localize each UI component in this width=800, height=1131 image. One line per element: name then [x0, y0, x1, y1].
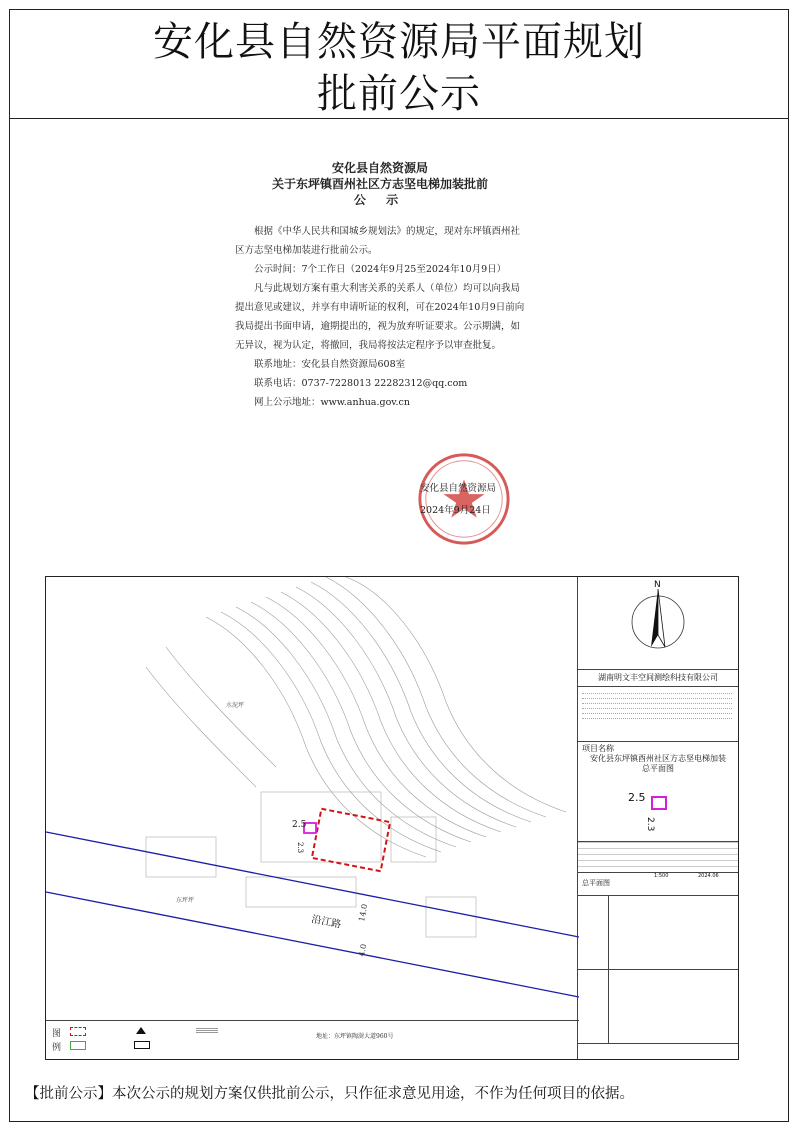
notice-signer: 安化县自然资源局 [420, 483, 497, 494]
place-label-1: 水泥坪 [226, 702, 245, 709]
notice-body [235, 222, 525, 412]
road-edge-south [46, 892, 579, 997]
legend-hatch-symbol [196, 1027, 218, 1033]
indicator-table [578, 841, 738, 873]
drawing-info [578, 873, 738, 896]
legend-label: 图例 [52, 1029, 62, 1053]
page-title-line1: 安化县自然资源局平面规划 [153, 19, 645, 65]
page-title-line2: 批前公示 [317, 71, 481, 117]
notice-org: 安化县自然资源局 [331, 161, 428, 175]
legend-green-symbol [70, 1041, 86, 1050]
drawing-name: 总平面图 [642, 764, 674, 773]
drawing-notes [582, 689, 732, 719]
drawing-year: 2024.06 [698, 873, 719, 879]
project-label: 项目名称 [582, 744, 614, 753]
notice-paragraph-3: 凡与此规划方案有重大利害关系的关系人（单位）均可以向我局提出意见或建议，并享有申请听证的权利，可在2024年10月9日前向我局提出书面申请，逾期提出的，视为放弃听证要求。公示期满，如无异议，视为认定，将撤回，我局将按法定程序予以审查批复。 [235, 283, 525, 351]
elevator-dim-depth: 2.3 [296, 842, 304, 854]
legend-red-symbol [70, 1027, 86, 1036]
drawing-title: 总平面图 [582, 879, 610, 887]
plan-legend [46, 1020, 579, 1059]
detail-dim-depth: 2.3 [645, 817, 655, 832]
notice-date: 2024年9月24日 [420, 505, 491, 516]
site-plan-drawing [45, 576, 739, 1060]
approval-area [578, 895, 738, 1044]
detail-dim-width: 2.5 [628, 791, 646, 804]
title-box [10, 10, 788, 119]
notice-subject: 关于东坪镇酉州社区方志坚电梯加装批前 [271, 177, 488, 191]
svg-text:N: N [654, 580, 661, 590]
company-name: 湖南明文丰空间测绘科技有限公司 [578, 669, 738, 687]
notice-paragraph-2: 公示时间：7个工作日（2024年9月25至2024年10月9日） [254, 264, 507, 275]
road-dim-2: 14.0 [357, 903, 370, 923]
drawing-scale: 1:500 [654, 873, 669, 879]
road-dim-1: 4.0 [357, 943, 369, 958]
legend-address: 地址：东坪镇陶澍大道960号 [316, 1033, 394, 1040]
site-plan-map [46, 577, 579, 1023]
elevator-detail [578, 777, 738, 837]
notice-phone: 联系电话：0737-7228013 22282312@qq.com [254, 378, 468, 389]
place-label-2: 东坪坪 [176, 897, 195, 904]
notice-kind: 公 示 [353, 193, 407, 207]
notice-paragraph-1: 根据《中华人民共和国城乡规划法》的规定，现对东坪镇酉州社区方志坚电梯加装进行批前公示。 [235, 226, 521, 256]
notice-website: 网上公示地址：www.anhua.gov.cn [254, 397, 410, 408]
notice-document [235, 130, 525, 550]
road-name-label: 沿江路 [310, 914, 342, 931]
legend-triangle-symbol [136, 1027, 146, 1034]
elevator-dim-width: 2.5 [292, 820, 307, 830]
footer-disclaimer: 【批前公示】本次公示的规划方案仅供批前公示，只作征求意见用途，不作为任何项目的依据。 [25, 1086, 634, 1102]
project-info [578, 741, 738, 776]
legend-box-symbol [134, 1041, 150, 1049]
north-arrow-icon [578, 577, 738, 667]
notice-signature [420, 478, 496, 522]
notice-address: 联系地址：安化县自然资源局608室 [254, 359, 406, 370]
building-outlines [146, 792, 476, 937]
title-block [577, 577, 738, 1059]
notice-heading [235, 160, 525, 208]
project-name: 安化县东坪镇酉州社区方志坚电梯加装 [590, 754, 726, 763]
